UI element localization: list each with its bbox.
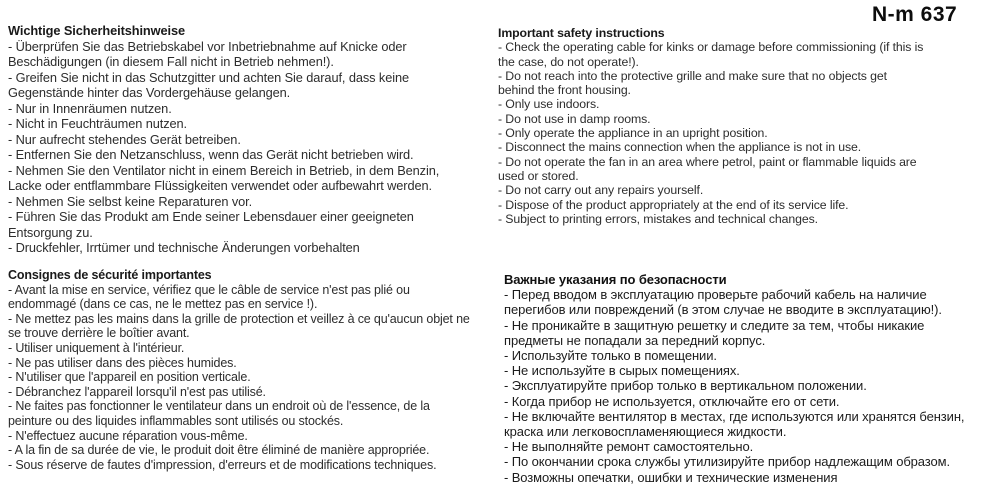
instruction-line: - Используйте только в помещении. — [504, 348, 717, 364]
section-title-french: Consignes de sécurité importantes — [8, 268, 212, 282]
instruction-line: предметы не попадали за передний корпус. — [504, 332, 766, 348]
instruction-line: - N'utiliser que l'appareil en position verticale. — [8, 370, 251, 385]
instruction-list-russian — [504, 287, 996, 485]
instruction-list-english — [498, 40, 996, 226]
instruction-line: - Druckfehler, Irrtümer und technische Änderungen vorbehalten — [8, 240, 360, 255]
instruction-line: Beschädigungen (in diesem Fall nicht in Betrieb nehmen!). — [8, 54, 334, 69]
instruction-line: behind the front housing. — [498, 83, 631, 98]
instruction-line: - Only operate the appliance in an upright position. — [498, 126, 768, 141]
instruction-line: Gegenstände hinter das Vordergehäuse gelangen. — [8, 85, 291, 100]
instruction-line: - Only use indoors. — [498, 97, 600, 112]
instruction-line: - Перед вводом в эксплуатацию проверьте рабочий кабель на наличие — [504, 287, 927, 303]
instruction-line: краска или легковоспламеняющиеся жидкости. — [504, 424, 787, 440]
instruction-line: - Entfernen Sie den Netzanschluss, wenn das Gerät nicht betrieben wird. — [8, 147, 414, 162]
instruction-line: - Возможны опечатки, ошибки и технические изменения — [504, 469, 838, 485]
section-french-safety — [8, 268, 500, 472]
instruction-list-german — [8, 39, 494, 256]
instruction-line: - Ne pas utiliser dans des pièces humides. — [8, 355, 237, 370]
instruction-line: - Sous réserve de fautes d'impression, d'erreurs et de modifications techniques. — [8, 457, 437, 472]
instruction-line: - Nur in Innenräumen nutzen. — [8, 100, 172, 116]
instruction-line: - Nehmen Sie den Ventilator nicht in einem Bereich in Betrieb, in dem Benzin, — [8, 162, 440, 178]
instruction-list-french — [8, 283, 500, 473]
instruction-line: перегибов или повреждений (в этом случае не вводите в эксплуатацию!). — [504, 302, 942, 318]
instruction-line: - Эксплуатируйте прибор только в вертикальном положении. — [504, 378, 867, 394]
instruction-line: - Do not use in damp rooms. — [498, 111, 651, 126]
instruction-line: - Ne mettez pas les mains dans la grille de protection et veillez à ce qu'aucun objet ne — [8, 311, 470, 326]
instruction-line: - Überprüfen Sie das Betriebskabel vor Inbetriebnahme auf Knicke oder — [8, 38, 407, 54]
instruction-line: used or stored. — [498, 168, 579, 183]
instruction-line: - Не проникайте в защитную решетку и следите за тем, чтобы никакие — [504, 317, 925, 333]
instruction-line: - Débranchez l'appareil lorsqu'il n'est pas utilisé. — [8, 384, 266, 399]
instruction-line: - Не включайте вентилятор в местах, где используются или хранятся бензин, — [504, 408, 965, 424]
instruction-line: - Do not carry out any repairs yourself. — [498, 183, 704, 198]
section-title-english: Important safety instructions — [498, 26, 665, 40]
instruction-line: - Check the operating cable for kinks or damage before commissioning (if this is — [498, 40, 924, 55]
instruction-line: - N'effectuez aucune réparation vous-même. — [8, 428, 248, 443]
instruction-line: - Nehmen Sie selbst keine Reparaturen vor. — [8, 193, 253, 209]
instruction-line: endommagé (dans ce cas, ne le mettez pas en service !). — [8, 297, 318, 312]
section-english-safety — [498, 26, 996, 226]
instruction-line: - Führen Sie das Produkt am Ende seiner Lebensdauer einer geeigneten — [8, 209, 414, 224]
instruction-line: - Avant la mise en service, vérifiez que le câble de service n'est pas plié ou — [8, 282, 410, 297]
section-german-safety — [8, 23, 494, 256]
instruction-line: - Disconnect the mains connection when the appliance is not in use. — [498, 140, 862, 155]
instruction-line: - Greifen Sie nicht in das Schutzgitter und achten Sie darauf, dass keine — [8, 69, 410, 85]
instruction-line: - Nicht in Feuchträumen nutzen. — [8, 116, 187, 131]
instruction-line: - Не выполняйте ремонт самостоятельно. — [504, 439, 754, 455]
instruction-line: - Do not operate the fan in an area where petrol, paint or flammable liquids are — [498, 154, 917, 169]
instruction-line: - Не используйте в сырых помещениях. — [504, 363, 740, 379]
instruction-line: - Subject to printing errors, mistakes and technical changes. — [498, 211, 818, 226]
instruction-line: the case, do not operate!). — [498, 54, 639, 69]
instruction-line: - По окончании срока службы утилизируйте прибор надлежащим образом. — [504, 454, 950, 470]
section-title-russian: Важные указания по безопасности — [504, 272, 727, 287]
instruction-line: - Utiliser uniquement à l'intérieur. — [8, 340, 185, 355]
instruction-line: - Ne faites pas fonctionner le ventilateur dans un endroit où de l'essence, de la — [8, 399, 430, 414]
instruction-line: se trouve derrière le boîtier avant. — [8, 326, 190, 341]
section-russian-safety — [504, 272, 996, 485]
section-title-german: Wichtige Sicherheitshinweise — [8, 23, 186, 38]
model-number: N-m 637 — [872, 3, 958, 26]
instruction-line: - Nur aufrecht stehendes Gerät betreiben. — [8, 131, 241, 147]
instruction-line: - Dispose of the product appropriately at the end of its service life. — [498, 197, 849, 212]
instruction-line: Entsorgung zu. — [8, 224, 93, 240]
instruction-line: - Когда прибор не используется, отключайте его от сети. — [504, 393, 840, 409]
instruction-line: Lacke oder entflammbare Flüssigkeiten verwendet oder aufbewahrt werden. — [8, 178, 432, 193]
instruction-line: - Do not reach into the protective grille and make sure that no objects get — [498, 68, 887, 83]
instruction-line: - A la fin de sa durée de vie, le produit doit être éliminé de manière appropriée. — [8, 443, 430, 458]
instruction-line: peinture ou des liquides inflammables sont utilisés ou stockés. — [8, 413, 344, 428]
